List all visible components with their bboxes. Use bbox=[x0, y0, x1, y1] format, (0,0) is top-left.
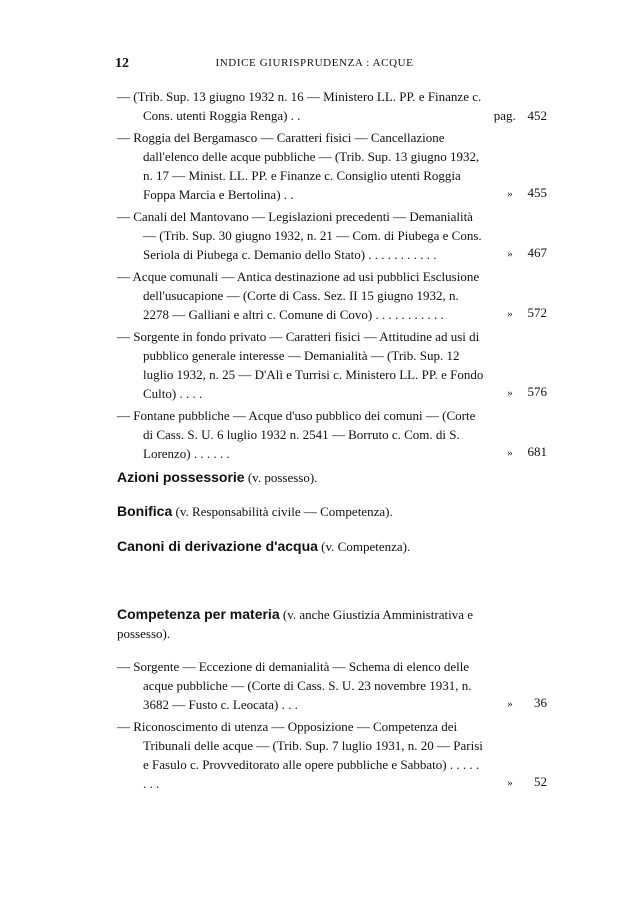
index-entry bbox=[117, 87, 547, 125]
page-ref bbox=[501, 693, 547, 714]
ditto-mark: » bbox=[507, 387, 513, 399]
page-number-ref: 681 bbox=[527, 444, 547, 459]
entry-text: — Sorgente — Eccezione di demanialità — Schema di elenco delle acque pubbliche — (Corte di Cass. S. U. 23 novembre 1931, n. 3682 — Fusto c. Leocata) . . . bbox=[117, 659, 472, 712]
page-number-ref: 452 bbox=[527, 108, 547, 123]
ditto-mark: » bbox=[507, 248, 513, 260]
page-number: 12 bbox=[115, 56, 129, 71]
heading-note: (v. Competenza). bbox=[321, 539, 411, 554]
page-number-ref: 576 bbox=[527, 384, 547, 399]
heading-title: Competenza per materia bbox=[117, 606, 280, 622]
page-ref bbox=[501, 303, 547, 324]
running-title: INDICE GIURISPRUDENZA : ACQUE bbox=[215, 57, 414, 69]
entry-text: — Sorgente in fondo privato — Caratteri fisici — Attitudine ad usi di pubblico generale interesse — Demanialità — (Trib. Sup. 12 luglio 1932, n. 25 — D'Alì e Turrisi c. Ministero LL. PP. e Fondo Culto) . . . . bbox=[117, 329, 484, 401]
index-entry bbox=[117, 406, 547, 463]
heading-title: Azioni possessorie bbox=[117, 469, 245, 485]
section2-entries bbox=[117, 657, 547, 793]
ditto-mark: » bbox=[507, 188, 513, 200]
ditto-mark: » bbox=[507, 447, 513, 459]
entry-text: — Riconoscimento di utenza — Opposizione — Competenza dei Tribunali delle acque — (Trib. Sup. 7 luglio 1931, n. 20 — Parisi e Fasulo c. Provveditorato alle opere pubbliche e Sabbato) . . . . . . . . bbox=[117, 719, 483, 791]
heading-note: (v. anche Giustizia Amministrativa e possesso). bbox=[117, 607, 473, 641]
page-number-ref: 455 bbox=[527, 185, 547, 200]
section1-entries bbox=[117, 87, 547, 463]
entry-text: — Roggia del Bergamasco — Caratteri fisici — Cancellazione dall'elenco delle acque pubbliche — (Trib. Sup. 13 giugno 1932, n. 17 — Minist. LL. PP. e Finanze c. Consiglio utenti Roggia Foppa Marcia e Bertolina) . . bbox=[117, 130, 480, 202]
page-ref bbox=[501, 183, 547, 204]
page-ref bbox=[501, 442, 547, 463]
page-ref bbox=[501, 382, 547, 403]
page-number-ref: 36 bbox=[534, 695, 547, 710]
ditto-mark: » bbox=[507, 777, 513, 789]
index-heading-competenza bbox=[117, 605, 547, 643]
page-number-ref: 52 bbox=[534, 774, 547, 789]
page-number-ref: 572 bbox=[527, 305, 547, 320]
page-ref bbox=[494, 106, 547, 125]
heading-title: Bonifica bbox=[117, 503, 173, 519]
page-number-ref: 467 bbox=[527, 245, 547, 260]
index-entry bbox=[117, 327, 547, 403]
heading-note: (v. possesso). bbox=[247, 470, 318, 485]
index-heading-canoni bbox=[117, 537, 547, 556]
page-prefix: pag. bbox=[493, 108, 516, 123]
page-ref bbox=[501, 243, 547, 264]
index-entry bbox=[117, 207, 547, 264]
heading-note: (v. Responsabilità civile — Competenza). bbox=[175, 504, 393, 519]
index-entry bbox=[117, 128, 547, 204]
ditto-mark: » bbox=[507, 698, 513, 710]
entry-text: — (Trib. Sup. 13 giugno 1932 n. 16 — Ministero LL. PP. e Finanze c. Cons. utenti Roggia Renga) . . bbox=[117, 89, 482, 123]
entry-text: — Canali del Mantovano — Legislazioni precedenti — Demanialità — (Trib. Sup. 30 giugno 1932, n. 21 — Com. di Piubega e Cons. Seriola di Piubega c. Demanio dello Stato) . . . . . . . . . . . bbox=[117, 209, 482, 262]
entry-text: — Fontane pubbliche — Acque d'uso pubblico dei comuni — (Corte di Cass. S. U. 6 luglio 1932 n. 2541 — Borruto c. Com. di S. Lorenzo) . . . . . . bbox=[117, 408, 476, 461]
heading-title: Canoni di derivazione d'acqua bbox=[117, 538, 318, 554]
index-entry bbox=[117, 267, 547, 324]
entry-text: — Acque comunali — Antica destinazione ad usi pubblici Esclusione dell'usucapione — (Corte di Cass. Sez. II 15 giugno 1932, n. 2278 — Galliani e altri c. Comune di Covo) . . . . . . . . . . . bbox=[117, 269, 480, 322]
page-ref bbox=[501, 772, 547, 793]
index-heading-bonifica bbox=[117, 502, 547, 521]
index-entry bbox=[117, 657, 547, 714]
index-heading-azioni bbox=[117, 468, 547, 487]
ditto-mark: » bbox=[507, 308, 513, 320]
index-entry bbox=[117, 717, 547, 793]
